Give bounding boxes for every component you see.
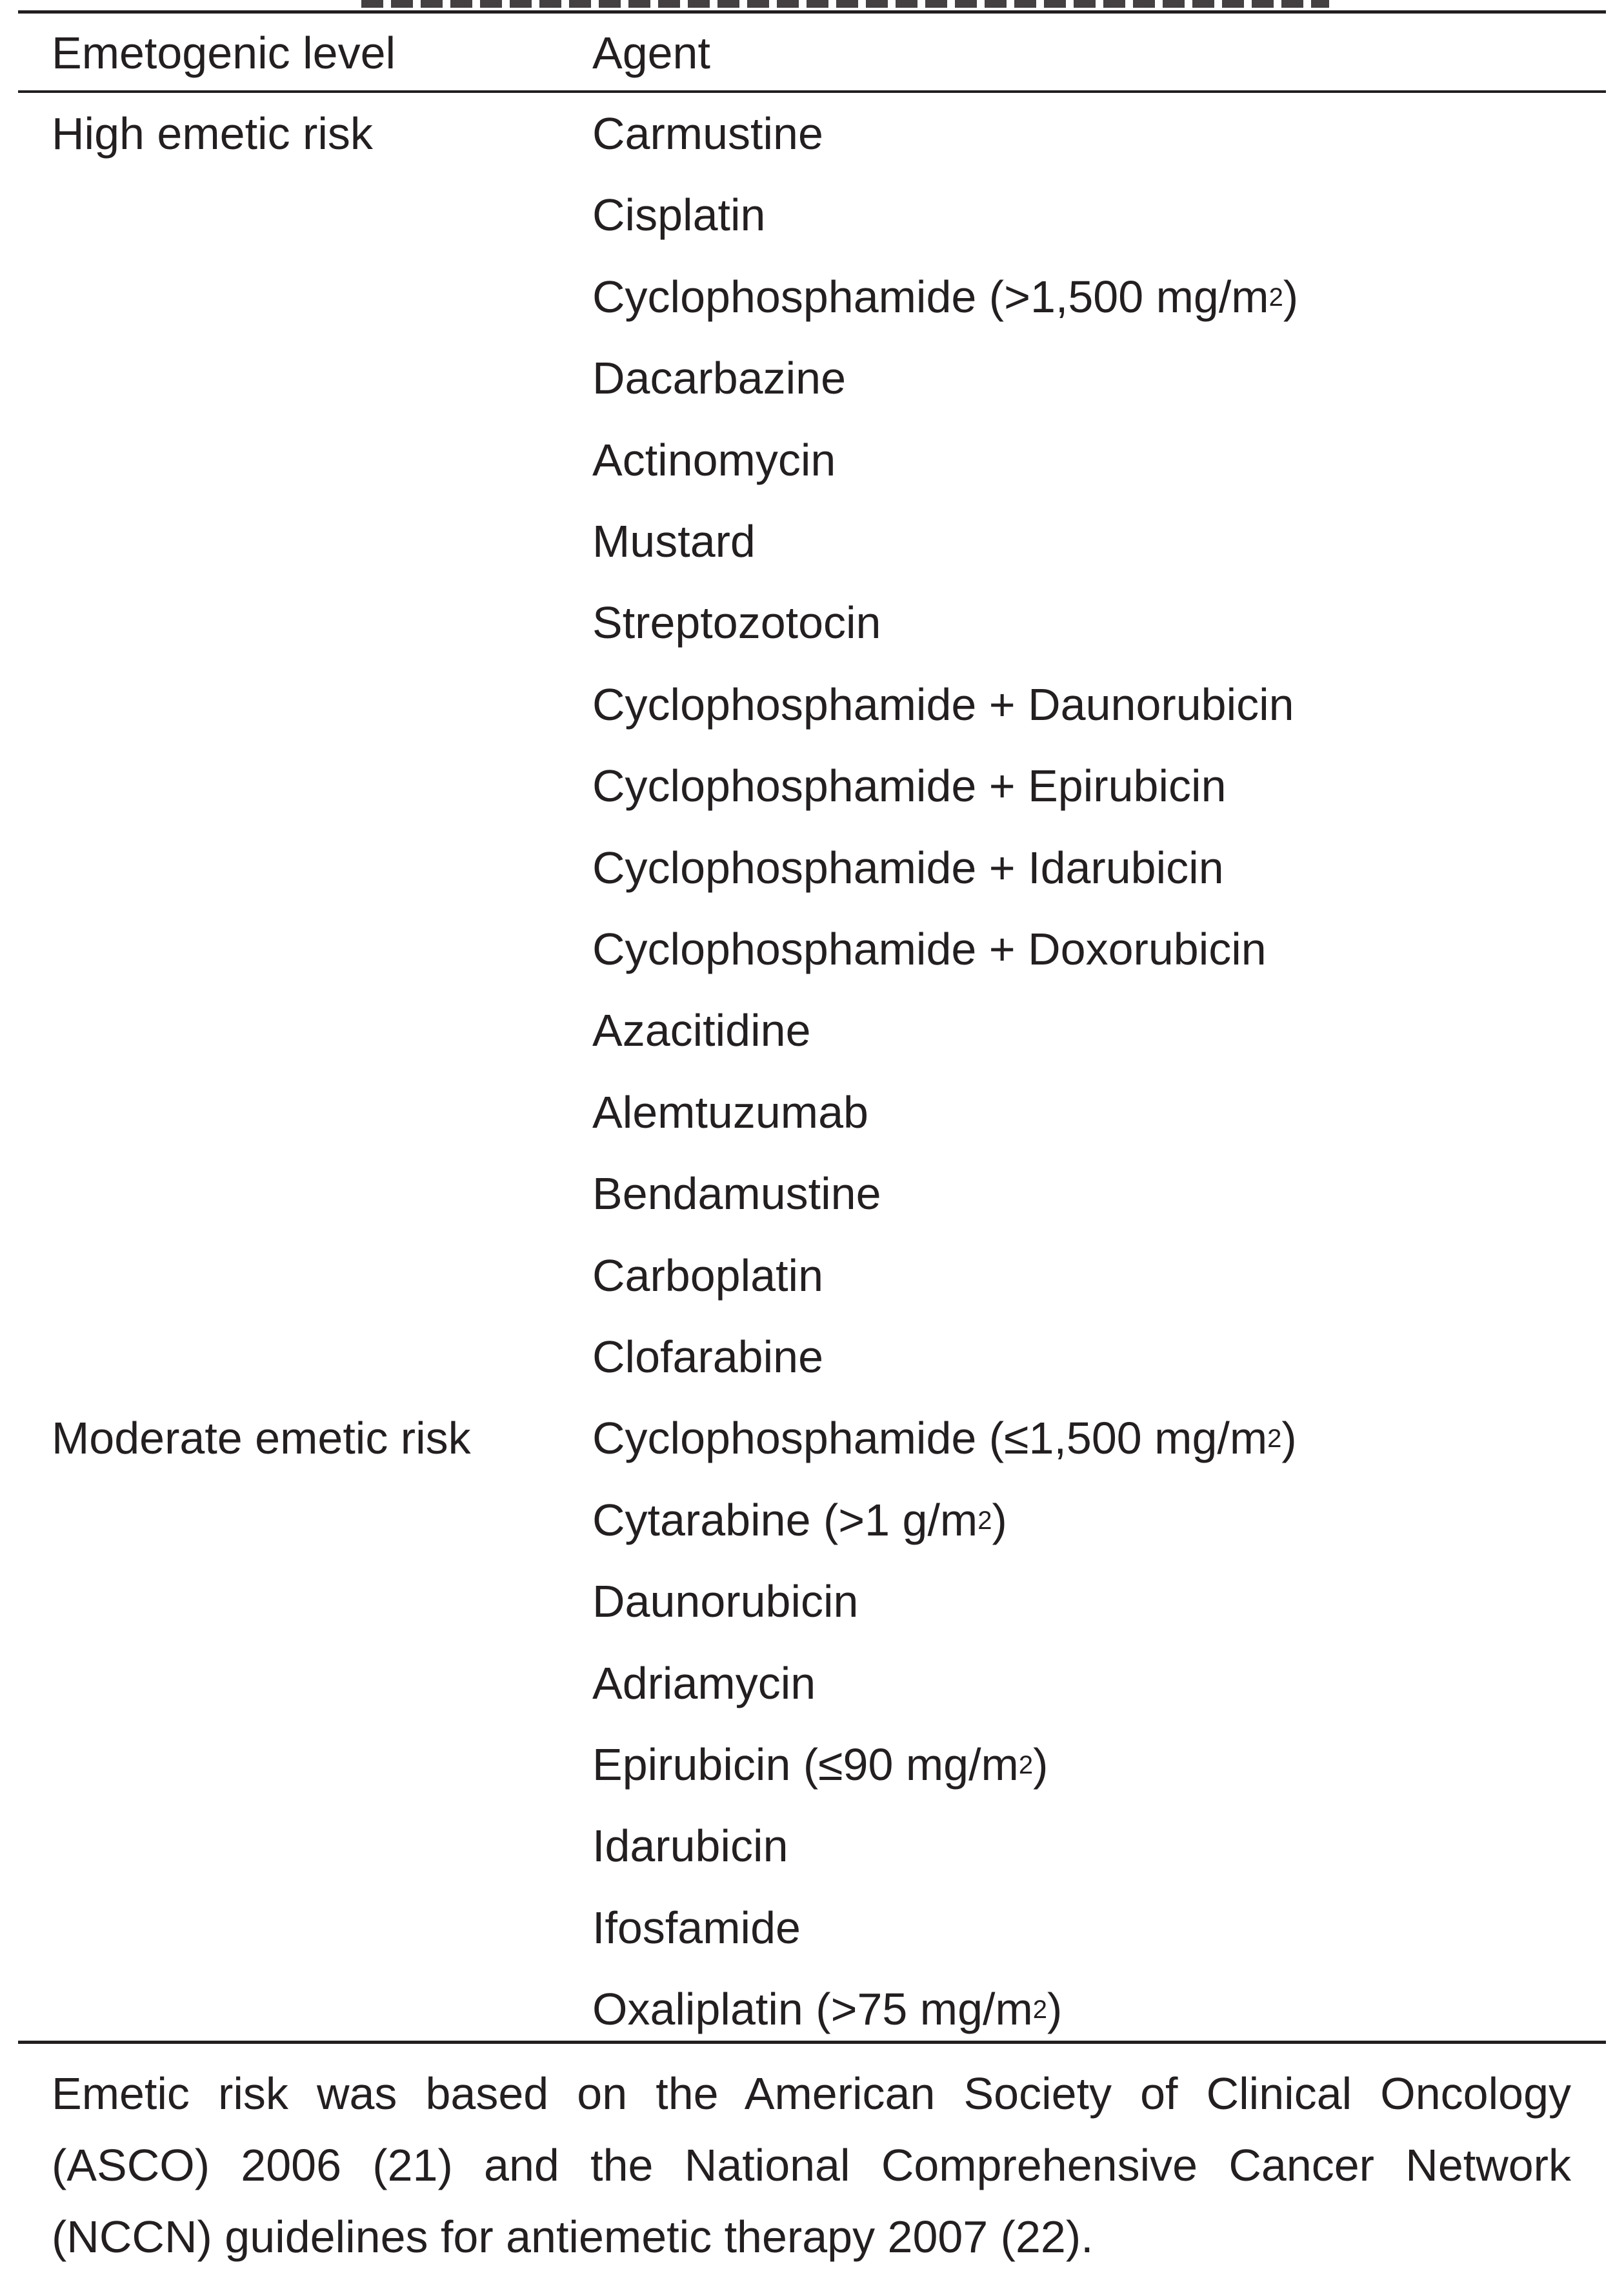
agent-cell: Azacitidine <box>592 1005 811 1055</box>
agent-cell: Carboplatin <box>592 1250 823 1301</box>
agent-text: Cytarabine (>1 g/m <box>592 1495 978 1545</box>
header-rule <box>18 90 1606 93</box>
agent-cell: Clofarabine <box>592 1332 823 1382</box>
agent-cell: Dacarbazine <box>592 353 846 403</box>
agent-cell: Idarubicin <box>592 1821 788 1871</box>
emetogenic-level-cell: High emetic risk <box>52 108 373 159</box>
agent-cell <box>592 1412 1297 1464</box>
footnote-line: Emetic risk was based on the American Society of Clinical Oncology <box>52 2068 1571 2119</box>
agent-cell: Ifosfamide <box>592 1903 801 1953</box>
agent-text: Oxaliplatin (>75 mg/m <box>592 1984 1033 2034</box>
agent-cell: Cyclophosphamide + Doxorubicin <box>592 924 1267 974</box>
agent-cell <box>592 1983 1062 2035</box>
superscript-exponent: 2 <box>1268 283 1283 312</box>
agent-cell: Actinomycin <box>592 435 836 485</box>
header-agent: Agent <box>592 28 710 78</box>
closing-paren: ) <box>1047 1984 1063 2034</box>
agent-cell <box>592 1739 1048 1790</box>
superscript-exponent: 2 <box>977 1506 992 1535</box>
agent-text: Epirubicin (≤90 mg/m <box>592 1739 1019 1790</box>
table-footnote <box>52 2058 1571 2273</box>
agent-text: Cyclophosphamide (>1,500 mg/m <box>592 272 1269 322</box>
superscript-exponent: 2 <box>1018 1751 1034 1779</box>
cutoff-caption <box>0 0 1624 8</box>
agent-cell: Cyclophosphamide + Epirubicin <box>592 761 1227 811</box>
superscript-exponent: 2 <box>1267 1425 1282 1453</box>
agent-cell: Daunorubicin <box>592 1576 859 1626</box>
agent-cell: Bendamustine <box>592 1168 881 1219</box>
header-emetogenic-level: Emetogenic level <box>52 28 396 78</box>
agent-cell: Cyclophosphamide + Idarubicin <box>592 843 1224 893</box>
agent-cell <box>592 1494 1007 1546</box>
table-bottom-rule <box>18 2041 1606 2044</box>
agent-cell: Adriamycin <box>592 1658 816 1708</box>
agent-cell <box>592 271 1298 323</box>
agent-cell: Cisplatin <box>592 190 766 240</box>
agent-cell: Streptozotocin <box>592 597 881 648</box>
agent-text: Cyclophosphamide (≤1,500 mg/m <box>592 1413 1268 1463</box>
table-top-rule <box>18 10 1606 14</box>
closing-paren: ) <box>992 1495 1007 1545</box>
footnote-line: (ASCO) 2006 (21) and the National Comprehensive Cancer Network <box>52 2140 1571 2190</box>
closing-paren: ) <box>1283 272 1299 322</box>
emetogenic-level-cell: Moderate emetic risk <box>52 1413 471 1463</box>
footnote-line: (NCCN) guidelines for antiemetic therapy 2007 (22). <box>52 2212 1094 2262</box>
agent-cell: Alemtuzumab <box>592 1087 868 1137</box>
agent-cell: Mustard <box>592 516 756 566</box>
agent-cell: Carmustine <box>592 108 823 159</box>
agent-cell: Cyclophosphamide + Daunorubicin <box>592 679 1294 730</box>
closing-paren: ) <box>1033 1739 1048 1790</box>
superscript-exponent: 2 <box>1032 1995 1048 2024</box>
closing-paren: ) <box>1281 1413 1297 1463</box>
